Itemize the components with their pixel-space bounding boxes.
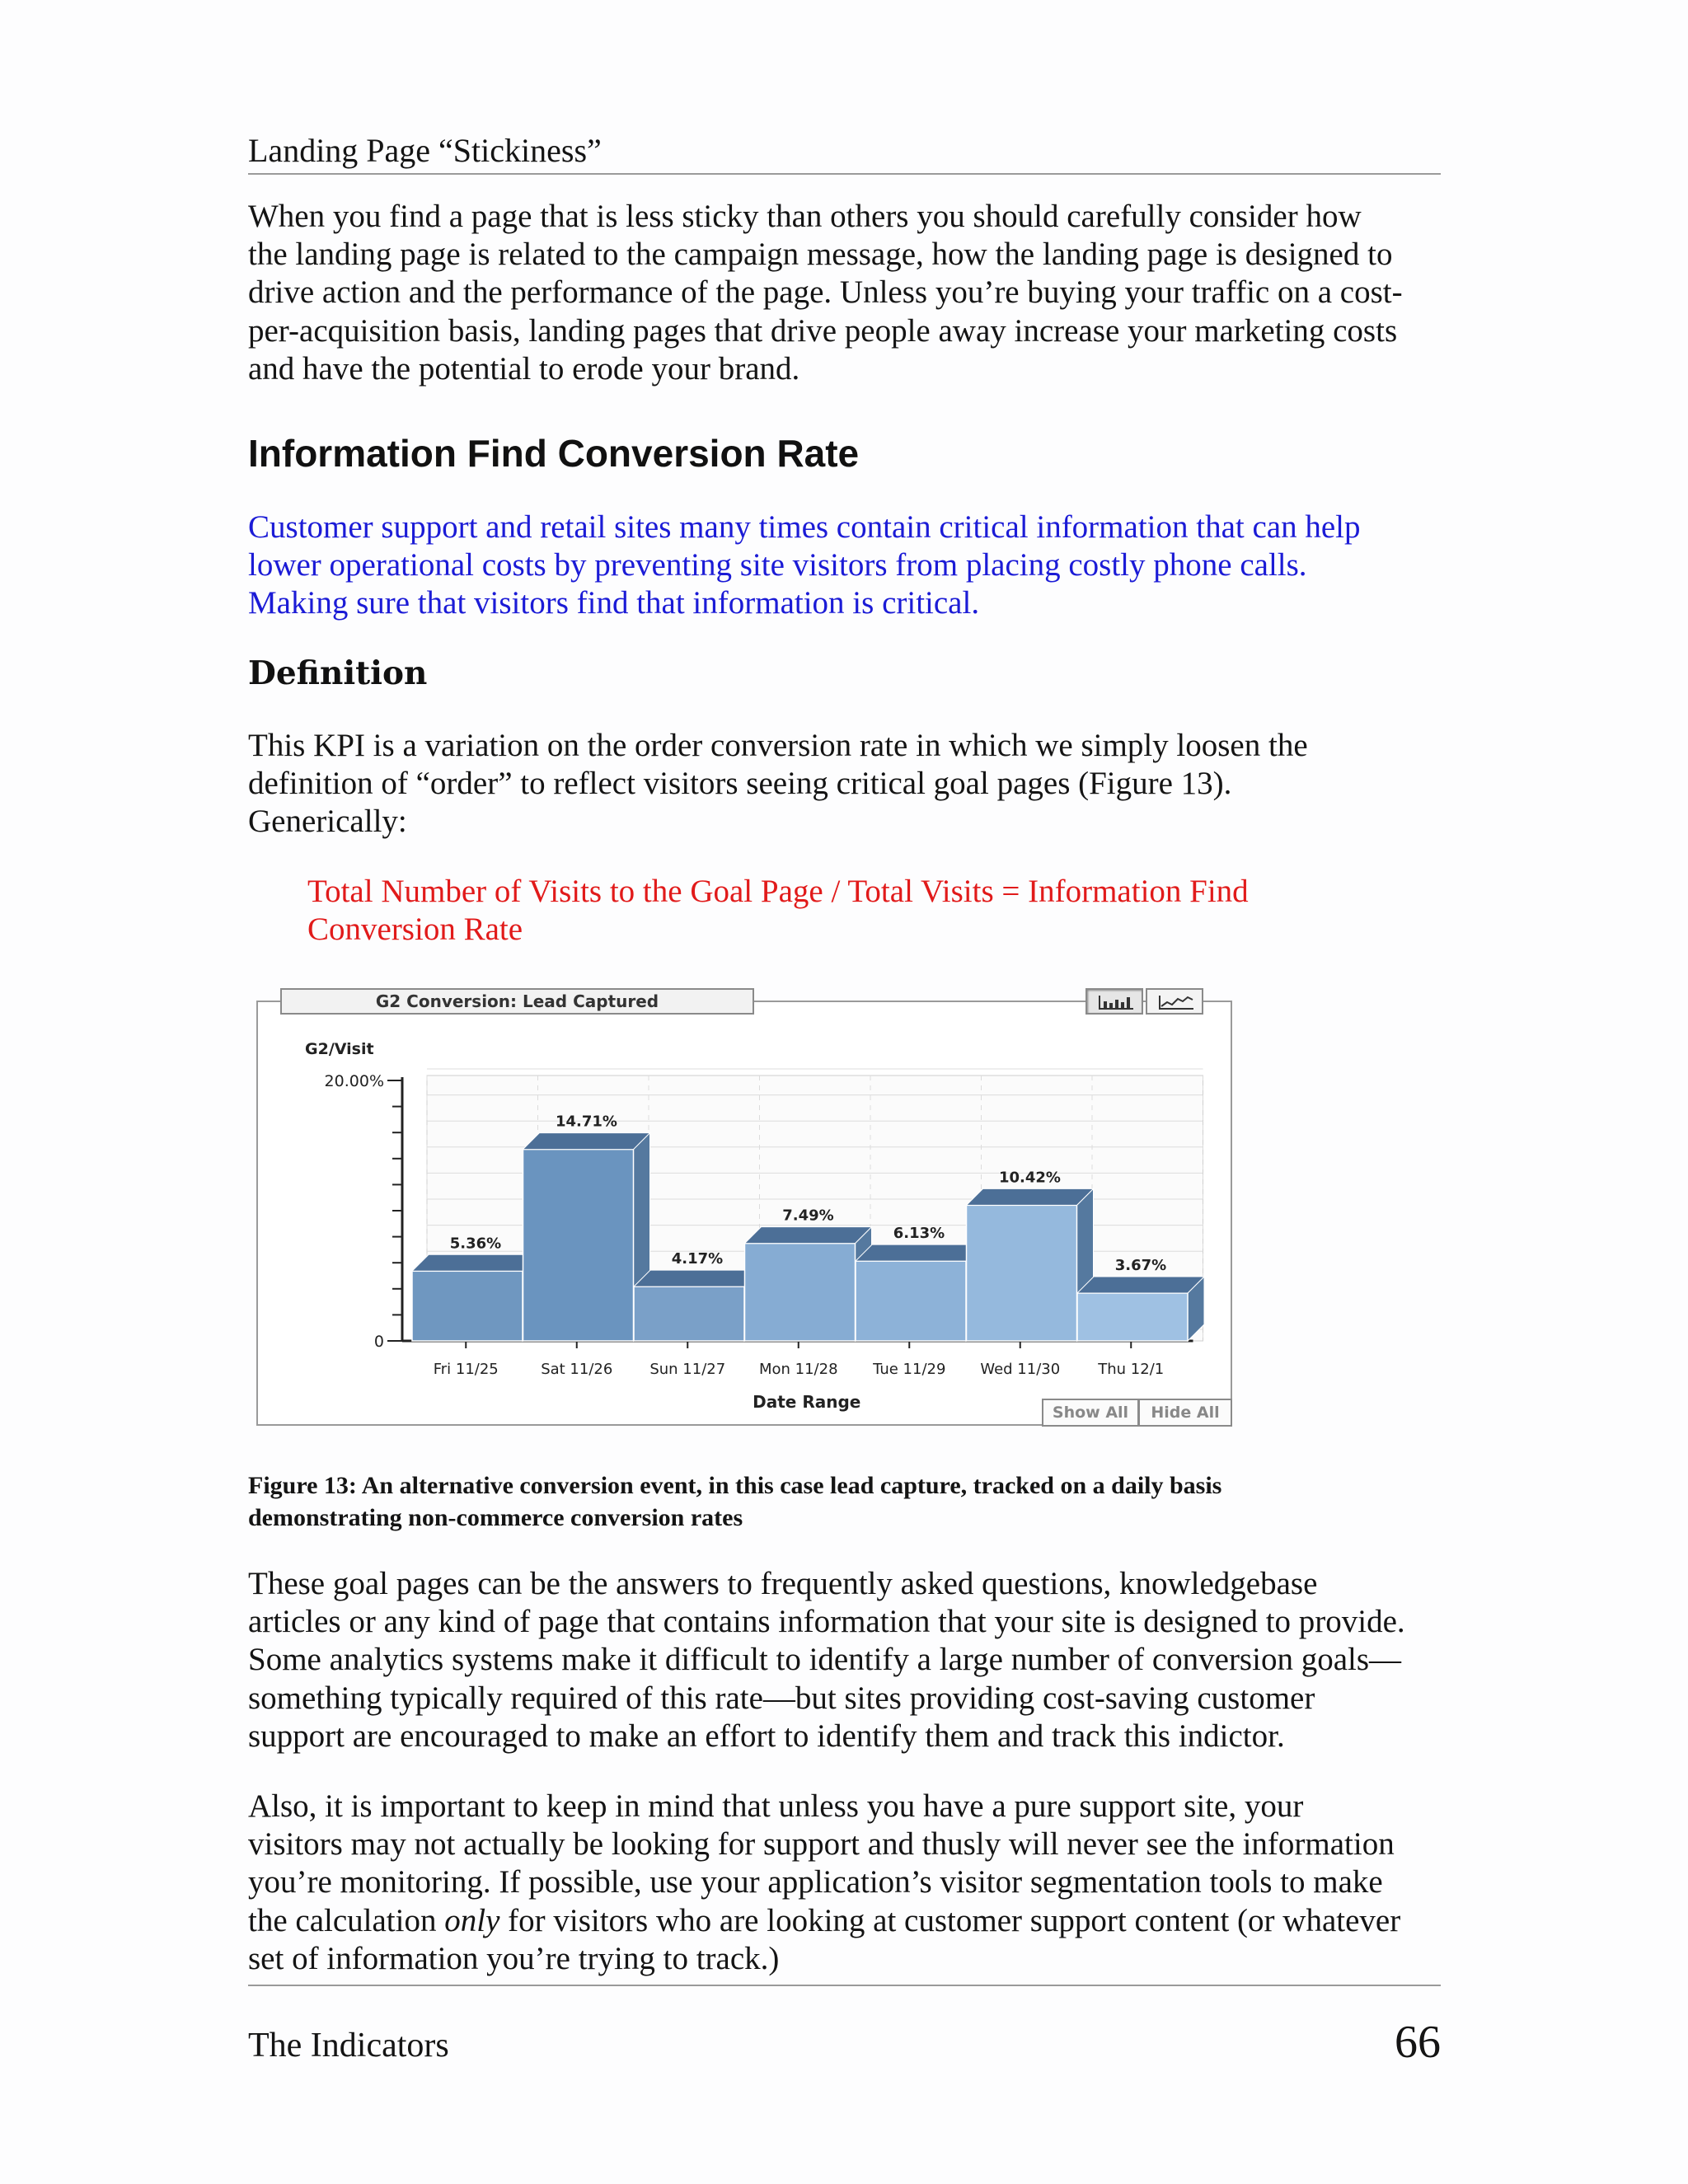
hide-all-button[interactable]: Hide All — [1138, 1399, 1232, 1427]
text-line: Also, it is important to keep in mind that unless you have a pure support site, your — [248, 1788, 1304, 1824]
x-tick-label: Thu 12/1 — [1098, 1361, 1165, 1378]
data-label: 7.49% — [782, 1207, 834, 1225]
text-line: set of information you’re trying to track.) — [248, 1940, 780, 1976]
y-tick-label: 0 — [373, 1333, 384, 1351]
x-tick-label: Sun 11/27 — [649, 1361, 726, 1378]
bar — [523, 1150, 634, 1341]
text-line: something typically required of this rate—but sites providing cost-saving customer — [248, 1680, 1315, 1716]
x-tick-label: Wed 11/30 — [980, 1361, 1061, 1378]
x-tick-label: Sat 11/26 — [541, 1361, 613, 1378]
bar-top — [967, 1188, 1094, 1205]
definition-paragraph — [248, 727, 1451, 841]
text-line: per-acquisition basis, landing pages that drive people away increase your marketing costs — [248, 312, 1398, 349]
emphasis-only: only — [444, 1902, 500, 1938]
page-number: 66 — [1395, 2017, 1441, 2068]
text-fragment: the calculation — [248, 1902, 445, 1938]
bar-top — [856, 1244, 982, 1261]
x-axis-title: Date Range — [753, 1392, 861, 1412]
data-label: 5.36% — [449, 1235, 502, 1253]
chart-title: G2 Conversion: Lead Captured — [280, 988, 754, 1015]
y-tick-label: 20.00% — [324, 1072, 384, 1090]
text-line: the landing page is related to the campaign message, how the landing page is designed to — [248, 237, 1393, 273]
caption-line: demonstrating non-commerce conversion rates — [248, 1504, 743, 1531]
line-chart-toggle[interactable] — [1146, 988, 1203, 1015]
text-line: These goal pages can be the answers to frequently asked questions, knowledgebase — [248, 1566, 1318, 1601]
text-line: Customer support and retail sites many times contain critical information that can help — [248, 509, 1361, 545]
bar — [412, 1271, 523, 1341]
line-chart-icon — [1158, 994, 1194, 1010]
data-label: 3.67% — [1114, 1257, 1167, 1275]
text-line: Conversion Rate — [307, 912, 523, 948]
footer-rule — [248, 1985, 1441, 1986]
bar-top — [523, 1133, 650, 1150]
text-line: Making sure that visitors find that information is critical. — [248, 585, 980, 621]
bar — [1077, 1293, 1188, 1341]
text-line: Some analytics systems make it difficult to identify a large number of conversion goals— — [248, 1642, 1402, 1678]
text-line: Total Number of Visits to the Goal Page / Total Visits = Information Find — [307, 874, 1249, 909]
text-line — [248, 1902, 1451, 1940]
bar-top — [1077, 1277, 1204, 1293]
text-line: articles or any kind of page that contains information that your site is designed to provide. — [248, 1604, 1405, 1640]
x-tick-label: Fri 11/25 — [433, 1361, 499, 1378]
caption-line: Figure 13: An alternative conversion event, in this case lead capture, tracked on a daily basis — [248, 1472, 1222, 1499]
text-line: This KPI is a variation on the order conversion rate in which we simply loosen the — [248, 728, 1308, 763]
text-line: Generically: — [248, 804, 407, 840]
section-summary — [248, 509, 1451, 623]
intro-paragraph — [248, 198, 1451, 388]
bar — [856, 1261, 966, 1341]
bar-top — [634, 1270, 761, 1286]
bar — [634, 1286, 744, 1341]
figure-caption — [248, 1469, 1451, 1534]
bar-chart-toggle[interactable] — [1085, 988, 1143, 1015]
show-all-button[interactable]: Show All — [1042, 1399, 1139, 1427]
text-line: lower operational costs by preventing site visitors from placing costly phone calls. — [248, 547, 1307, 583]
text-line: visitors may not actually be looking for support and thusly will never see the information — [248, 1826, 1395, 1863]
data-label: 14.71% — [556, 1113, 617, 1131]
body-paragraph-2 — [248, 1788, 1451, 1978]
text-line: support are encouraged to make an effort to identify them and track this indictor. — [248, 1718, 1285, 1754]
footer-section-title: The Indicators — [248, 2027, 449, 2064]
text-line: definition of “order” to reflect visitors seeing critical goal pages (Figure 13). — [248, 766, 1232, 802]
bar-chart-icon — [1098, 994, 1134, 1010]
section-heading: Information Find Conversion Rate — [248, 432, 860, 475]
data-label: 4.17% — [671, 1250, 724, 1268]
text-line: drive action and the performance of the page. Unless you’re buying your traffic on a cost- — [248, 274, 1403, 311]
x-tick-label: Tue 11/29 — [873, 1361, 946, 1378]
bar — [745, 1244, 856, 1341]
text-line: When you find a page that is less sticky than others you should carefully consider how — [248, 199, 1362, 234]
kpi-formula — [307, 873, 1379, 949]
text-line: and have the potential to erode your brand. — [248, 350, 800, 387]
text-line: you’re monitoring. If possible, use your application’s visitor segmentation tools to make — [248, 1864, 1383, 1900]
bar-top — [745, 1227, 872, 1244]
text-fragment: for visitors who are looking at customer support content (or whatever — [499, 1902, 1401, 1938]
definition-heading: Definition — [248, 654, 428, 692]
conversion-bar-chart — [254, 987, 1235, 1430]
x-tick-label: Mon 11/28 — [758, 1361, 838, 1378]
bar-top — [412, 1254, 539, 1271]
body-paragraph-1 — [248, 1565, 1451, 1755]
conversion-chart-widget — [254, 987, 1235, 1430]
running-header: Landing Page “Stickiness” — [248, 130, 1441, 175]
y-axis-title: G2/Visit — [305, 1040, 374, 1058]
data-label: 10.42% — [999, 1169, 1061, 1187]
bar — [967, 1205, 1077, 1341]
data-label: 6.13% — [893, 1225, 945, 1243]
